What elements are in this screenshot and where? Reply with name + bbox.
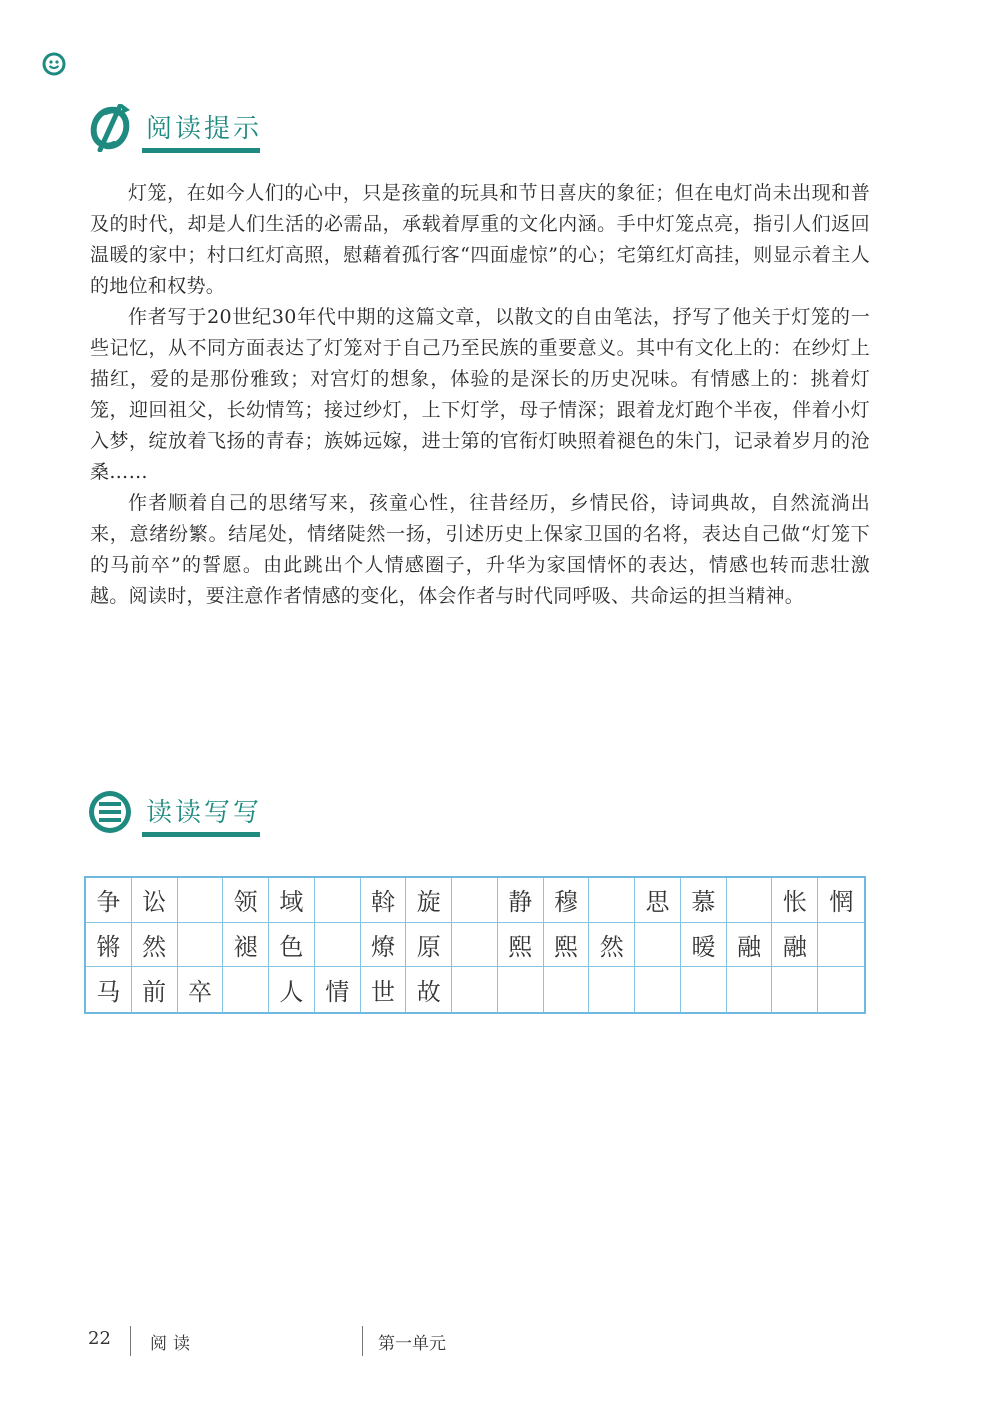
grid-cell: 斡	[361, 878, 407, 923]
grid-cell: 马	[86, 967, 132, 1012]
grid-cell	[223, 967, 269, 1012]
vocabulary-grid	[84, 876, 866, 1014]
grid-cell: 慕	[681, 878, 727, 923]
grid-cell: 燎	[361, 923, 407, 968]
grid-cell: 穆	[544, 878, 590, 923]
smiley-icon	[42, 52, 66, 76]
grid-cell: 思	[635, 878, 681, 923]
grid-cell: 世	[361, 967, 407, 1012]
grid-cell: 惘	[818, 878, 864, 923]
grid-cell	[178, 923, 224, 968]
grid-cell: 融	[772, 923, 818, 968]
grid-cell: 静	[498, 878, 544, 923]
grid-cell: 怅	[772, 878, 818, 923]
grid-cell	[315, 878, 361, 923]
grid-cell: 褪	[223, 923, 269, 968]
grid-cell: 然	[132, 923, 178, 968]
footer-divider	[130, 1326, 131, 1356]
grid-cell: 然	[589, 923, 635, 968]
grid-cell: 争	[86, 878, 132, 923]
footer-unit: 第一单元	[378, 1334, 446, 1354]
grid-cell	[178, 878, 224, 923]
grid-cell: 旋	[406, 878, 452, 923]
grid-cell	[818, 967, 864, 1012]
grid-cell: 卒	[178, 967, 224, 1012]
grid-cell	[727, 967, 773, 1012]
grid-cell: 前	[132, 967, 178, 1012]
grid-cell	[544, 967, 590, 1012]
grid-cell	[452, 878, 498, 923]
paragraph-1: 灯笼，在如今人们的心中，只是孩童的玩具和节日喜庆的象征；但在电灯尚未出现和普及的时代，却是人们生活的必需品，承载着厚重的文化内涵。手中灯笼点亮，指引人们返回温暖的家中；村口红灯高照，慰藉着孤行客“四面虚惊”的心；宅第红灯高挂，则显示着主人的地位和权势。	[90, 182, 870, 297]
grid-cell	[589, 967, 635, 1012]
grid-cell	[452, 923, 498, 968]
grid-cell	[727, 878, 773, 923]
footer-section: 阅读	[150, 1334, 196, 1354]
reading-tip-body	[90, 178, 870, 612]
page-footer	[0, 1326, 1000, 1356]
grid-cell	[635, 967, 681, 1012]
read-write-header	[86, 788, 286, 848]
title-underline	[142, 148, 260, 153]
section-title-read-write: 读读写写	[146, 798, 263, 828]
grid-cell	[681, 967, 727, 1012]
reading-tip-icon	[86, 104, 134, 152]
section-title-reading-tip: 阅读提示	[146, 114, 263, 144]
grid-cell: 原	[406, 923, 452, 968]
page-number: 22	[88, 1328, 111, 1349]
grid-cell	[315, 923, 361, 968]
grid-cell: 领	[223, 878, 269, 923]
grid-cell: 故	[406, 967, 452, 1012]
paragraph-2: 作者写于20世纪30年代中期的这篇文章，以散文的自由笔法，抒写了他关于灯笼的一些记忆，从不同方面表达了灯笼对于自己乃至民族的重要意义。其中有文化上的：在纱灯上描红，爱的是那份雅致；对宫灯的想象，体验的是深长的历史况味。有情感上的：挑着灯笼，迎回祖父，长幼情笃；接过纱灯，上下灯学，母子情深；跟着龙灯跑个半夜，伴着小灯入梦，绽放着飞扬的青春；族姊远嫁，进士第的官衔灯映照着褪色的朱门，记录着岁月的沧桑……	[90, 306, 870, 483]
grid-cell: 情	[315, 967, 361, 1012]
title-underline	[142, 832, 260, 837]
grid-cell: 域	[269, 878, 315, 923]
grid-cell: 人	[269, 967, 315, 1012]
grid-cell: 融	[727, 923, 773, 968]
grid-cell	[498, 967, 544, 1012]
list-icon	[86, 788, 134, 836]
grid-cell: 熙	[544, 923, 590, 968]
grid-cell: 暧	[681, 923, 727, 968]
grid-cell	[772, 967, 818, 1012]
reading-tip-header	[86, 104, 286, 164]
grid-cell	[635, 923, 681, 968]
grid-cell: 色	[269, 923, 315, 968]
grid-cell: 锵	[86, 923, 132, 968]
grid-cell	[452, 967, 498, 1012]
grid-cell: 讼	[132, 878, 178, 923]
footer-divider	[362, 1326, 363, 1356]
grid-cell	[589, 878, 635, 923]
paragraph-3: 作者顺着自己的思绪写来，孩童心性，往昔经历，乡情民俗，诗词典故，自然流淌出来，意绪纷繁。结尾处，情绪陡然一扬，引述历史上保家卫国的名将，表达自己做“灯笼下的马前卒”的誓愿。由此跳出个人情感圈子，升华为家国情怀的表达，情感也转而悲壮激越。阅读时，要注意作者情感的变化，体会作者与时代同呼吸、共命运的担当精神。	[90, 492, 870, 607]
grid-cell: 熙	[498, 923, 544, 968]
grid-cell	[818, 923, 864, 968]
